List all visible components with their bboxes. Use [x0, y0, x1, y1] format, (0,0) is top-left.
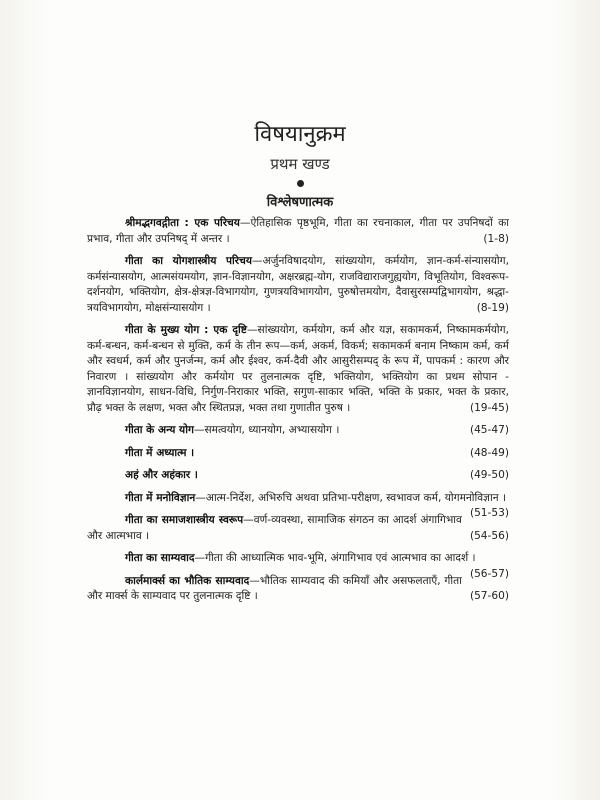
entry-text: —आत्म-निर्देश, अभिरुचि अथवा प्रतिभा-परीक्षण, स्वभावज कर्म, योगमनोविज्ञान ।	[195, 491, 506, 504]
toc-entry	[87, 551, 509, 580]
entry-title: अहं और अहंकार ।	[125, 469, 198, 481]
entry-text: —भौतिक साम्यवाद की कमियाँ और असफलताएँ, गीता और मार्क्स के साम्यवाद पर तुलनात्मक दृष्टि ।	[87, 574, 462, 602]
entry-pages: (1-8)	[483, 232, 509, 245]
page-title: विषयानुक्रम	[254, 122, 346, 147]
section-heading: विश्लेषणात्मक	[266, 195, 334, 210]
entry-pages: (57-60)	[469, 590, 509, 602]
entry-title: गीता में मनोविज्ञान	[125, 491, 196, 504]
entry-pages: (8-19)	[476, 301, 509, 314]
entry-title: गीता का साम्यवाद	[125, 552, 195, 564]
entry-title: गीता में अध्यात्म ।	[125, 446, 195, 459]
entry-pages: (56-57)	[469, 567, 509, 580]
entry-title: गीता के अन्य योग	[125, 424, 194, 436]
toc-entry	[87, 254, 509, 316]
toc-entry	[87, 491, 509, 519]
toc-entry	[87, 574, 509, 605]
entry-title: गीता का योगशास्त्रीय परिचय	[125, 255, 252, 267]
toc-entry	[87, 216, 509, 247]
entry-pages: (51-53)	[469, 507, 509, 519]
entry-pages: (45-47)	[469, 424, 509, 436]
entry-pages: (19-45)	[469, 401, 509, 414]
entry-text: —अर्जुनविषादयोग, सांख्ययोग, कर्मयोग, ज्ञान-कर्म-संन्यासयोग, कर्मसंन्यासयोग, आत्मसंयमयोग, ज्ञान-विज्ञानयोग, अक्षरब्रह्म-योग, राजविद्याराजगुह्ययोग, विभूतियोग, विश्वरूप-दर्शनयोग, भक्तियोग, क्षेत्र-क्षेत्रज्ञ-विभागयोग, गुणत्रयविभागयोग, पुरुषोत्तमयोग, दैवासुरसम्पद्विभागयोग, श्रद्धा-त्रयविभागयोग, मोक्षसंन्यासयोग ।	[87, 255, 509, 314]
entry-title: श्रीमद्भगवद्गीता : एक परिचय	[125, 217, 240, 229]
entry-title: गीता का समाजशास्त्रीय स्वरूप	[125, 514, 244, 526]
entry-text: —सांख्ययोग, कर्मयोग, कर्म और यज्ञ, सकामकर्म, निष्कामकर्मयोग, कर्म-बन्धन, कर्म-बन्धन से मुक्ति, कर्म के तीन रूप—कर्म, अकर्म, विकर्म; सकामकर्म बनाम निष्काम कर्म, कर्म और स्वधर्म, कर्म और पुनर्जन्म, कर्म और ईश्वर, कर्म-दैवी और आसुरीसम्पद् के रूप में, पापकर्म : कारण और निवारण । सांख्ययोग और कर्मयोग पर तुलनात्मक दृष्टि, भक्तियोग, भक्तियोग का प्रथम सोपान - ज्ञानविज्ञानयोग, साधन-विधि, निर्गुण-निराकार भक्ति, सगुण-साकार भक्ति, भक्ति के प्रकार, भक्त के प्रकार, प्रौढ़ भक्त के लक्षण, भक्त और स्थितप्रज्ञ, भक्त तथा गुणातीत पुरुष ।	[87, 324, 509, 414]
toc-entry	[87, 468, 509, 484]
entry-pages: (49-50)	[469, 469, 509, 481]
entry-text: —समत्वयोग, ध्यानयोग, अभ्यासयोग ।	[193, 424, 340, 436]
toc-entry	[87, 423, 509, 439]
entry-text: —ऐतिहासिक पृष्ठभूमि, गीता का रचनाकाल, गीता पर उपनिषदों का प्रभाव, गीता और उपनिषद् में अन्तर ।	[87, 217, 509, 245]
entry-title: कार्लमार्क्स का भौतिक साम्यवाद	[125, 574, 250, 587]
entry-title: गीता के मुख्य योग : एक दृष्टि	[125, 324, 247, 336]
toc-entry	[87, 446, 509, 462]
toc-entries	[87, 216, 509, 612]
entry-pages: (48-49)	[469, 446, 509, 459]
entry-pages: (54-56)	[469, 529, 509, 542]
part-title: प्रथम खण्ड	[270, 155, 330, 173]
toc-entry	[87, 513, 509, 544]
entry-text: —वर्ण-व्यवस्था, सामाजिक संगठन का आदर्श अंगागिभाव और आत्मभाव ।	[87, 514, 462, 542]
entry-text: —गीता की आध्यात्मिक भाव-भूमि, अंगागिभाव एवं आत्मभाव का आदर्श ।	[194, 552, 476, 564]
bullet-dot	[297, 180, 304, 187]
toc-entry	[87, 323, 509, 416]
